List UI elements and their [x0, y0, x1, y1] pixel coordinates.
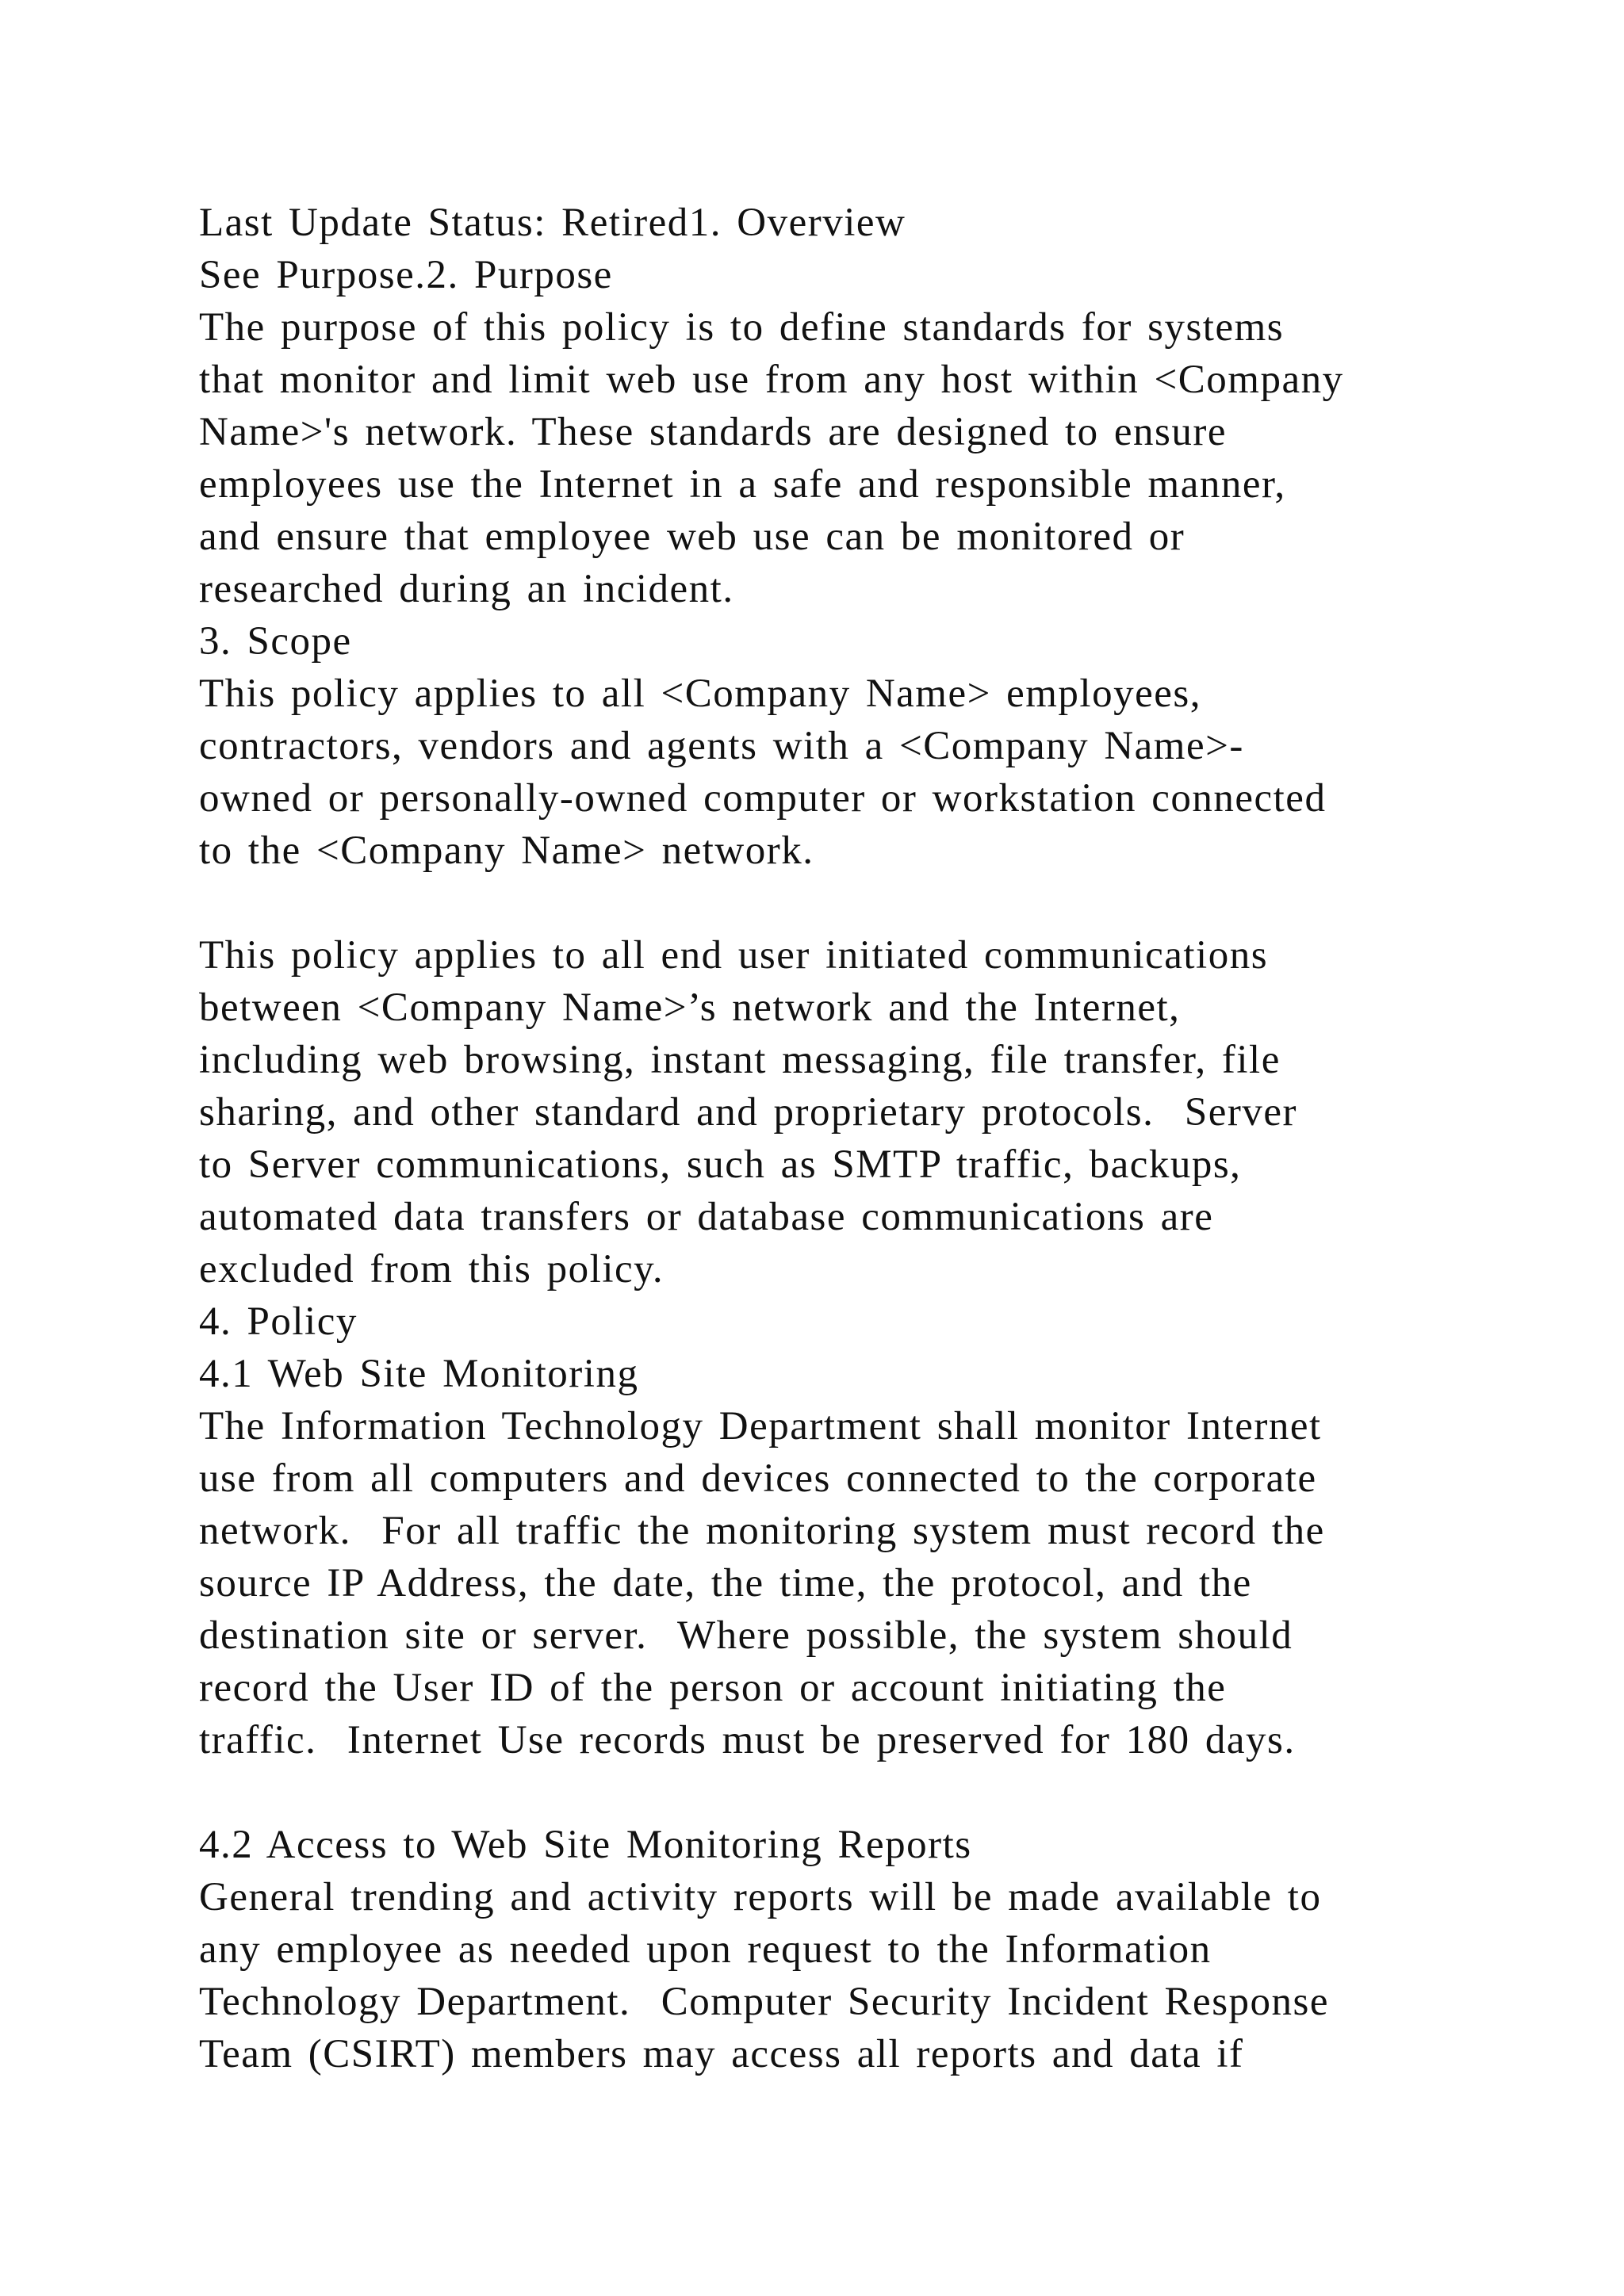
subsection-heading-monitoring: 4.1 Web Site Monitoring [199, 1352, 639, 1396]
blank-line [199, 1766, 1436, 1819]
purpose-heading-line: See Purpose.2. Purpose [199, 253, 613, 297]
paragraph-line: The purpose of this policy is to define standards for systems [199, 305, 1285, 350]
paragraph-line: to Server communications, such as SMTP traffic, backups, [199, 1142, 1242, 1187]
paragraph-line: traffic. Internet Use records must be preserved for 180 days. [199, 1718, 1296, 1762]
status-line: Last Update Status: Retired1. Overview [199, 201, 906, 245]
paragraph-line: excluded from this policy. [199, 1247, 665, 1292]
paragraph-line: employees use the Internet in a safe and responsible manner, [199, 462, 1286, 507]
paragraph-line: The Information Technology Department shall monitor Internet [199, 1404, 1322, 1448]
blank-line [199, 877, 1436, 929]
paragraph-line: source IP Address, the date, the time, the protocol, and the [199, 1561, 1252, 1605]
paragraph-line: Technology Department. Computer Security Incident Response [199, 1980, 1330, 2024]
paragraph-line: any employee as needed upon request to the Information [199, 1927, 1212, 1972]
paragraph-line: destination site or server. Where possible, the system should [199, 1613, 1293, 1658]
paragraph-line: including web browsing, instant messaging, file transfer, file [199, 1038, 1281, 1082]
section-heading-policy: 4. Policy [199, 1299, 358, 1344]
paragraph-line: This policy applies to all end user initiated communications [199, 933, 1269, 978]
paragraph-line: researched during an incident. [199, 567, 734, 611]
paragraph-line: record the User ID of the person or account initiating the [199, 1666, 1227, 1710]
paragraph-line: automated data transfers or database communications are [199, 1195, 1214, 1239]
paragraph-line: that monitor and limit web use from any host within <Company [199, 358, 1344, 402]
paragraph-line: and ensure that employee web use can be monitored or [199, 515, 1185, 559]
paragraph-line: sharing, and other standard and proprietary protocols. Server [199, 1090, 1297, 1135]
paragraph-line: to the <Company Name> network. [199, 828, 814, 873]
subsection-heading-access: 4.2 Access to Web Site Monitoring Reports [199, 1823, 972, 1867]
paragraph-line: network. For all traffic the monitoring system must record the [199, 1509, 1325, 1553]
paragraph-line: between <Company Name>’s network and the Internet, [199, 985, 1181, 1030]
paragraph-line: This policy applies to all <Company Name> employees, [199, 672, 1201, 716]
document-body [199, 197, 1436, 2080]
paragraph-line: Name>'s network. These standards are designed to ensure [199, 410, 1227, 454]
paragraph-line: use from all computers and devices connected to the corporate [199, 1456, 1317, 1501]
section-heading-scope: 3. Scope [199, 619, 352, 664]
paragraph-line: General trending and activity reports will be made available to [199, 1875, 1322, 1919]
paragraph-line: owned or personally-owned computer or workstation connected [199, 776, 1327, 821]
paragraph-line: contractors, vendors and agents with a <Company Name>- [199, 724, 1244, 768]
paragraph-line: Team (CSIRT) members may access all reports and data if [199, 2032, 1244, 2076]
